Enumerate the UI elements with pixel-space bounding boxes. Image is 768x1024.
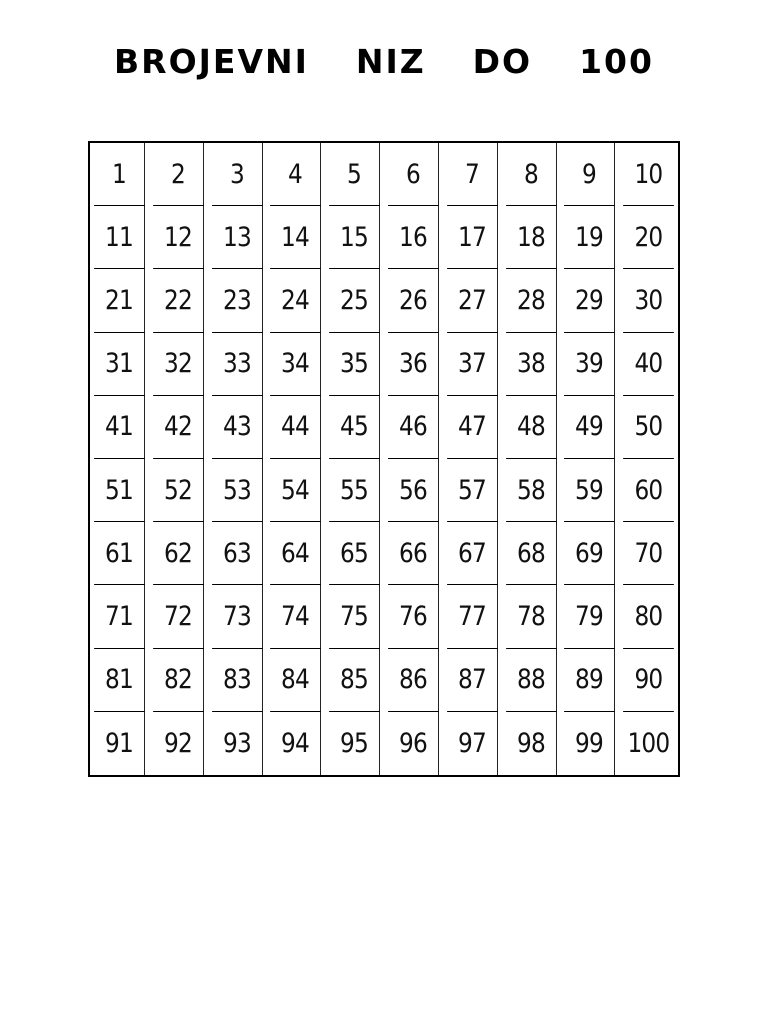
number-cell: 42: [153, 396, 204, 459]
number-cell: 84: [271, 649, 322, 712]
number-cell: 33: [212, 333, 263, 396]
number-cell: 45: [329, 396, 380, 459]
number-cell: 34: [271, 333, 322, 396]
number-cell: 76: [388, 585, 439, 648]
number-cell: 10: [623, 143, 674, 206]
number-cell: 27: [447, 269, 498, 332]
number-cell: 74: [271, 585, 322, 648]
number-cell: 75: [329, 585, 380, 648]
number-cell: 29: [565, 269, 616, 332]
number-cell: 100: [627, 727, 670, 759]
number-cell: 65: [329, 522, 380, 585]
number-cell: 68: [506, 522, 557, 585]
number-cell: 79: [565, 585, 616, 648]
number-cell: 57: [447, 459, 498, 522]
number-cell: 11: [94, 206, 145, 269]
number-cell: 64: [271, 522, 322, 585]
number-cell: 83: [212, 649, 263, 712]
number-cell: 61: [94, 522, 145, 585]
number-cell: 18: [506, 206, 557, 269]
number-cell: 88: [506, 649, 557, 712]
number-cell: 82: [153, 649, 204, 712]
number-cell: 51: [94, 459, 145, 522]
number-cell: 22: [153, 269, 204, 332]
number-cell: 25: [329, 269, 380, 332]
number-cell: 46: [388, 396, 439, 459]
number-cell: 89: [565, 649, 616, 712]
number-cell: 44: [271, 396, 322, 459]
number-cell: 97: [447, 712, 498, 775]
number-cell: 3: [212, 143, 263, 206]
number-cell: 92: [153, 712, 204, 775]
number-cell: 81: [94, 649, 145, 712]
number-cell: 5: [329, 143, 380, 206]
number-cell: 60: [623, 459, 674, 522]
number-cell: 2: [153, 143, 204, 206]
number-cell: 1: [94, 143, 145, 206]
number-cell: 9: [565, 143, 616, 206]
number-cell: 30: [623, 269, 674, 332]
number-cell: 62: [153, 522, 204, 585]
number-cell: 12: [153, 206, 204, 269]
number-cell: 31: [94, 333, 145, 396]
number-cell: 28: [506, 269, 557, 332]
number-cell: 93: [212, 712, 263, 775]
number-cell: 14: [271, 206, 322, 269]
number-cell: 7: [447, 143, 498, 206]
number-cell: 96: [388, 712, 439, 775]
number-cell: 54: [271, 459, 322, 522]
number-cell: 80: [623, 585, 674, 648]
number-cell: 40: [623, 333, 674, 396]
number-cell: 90: [623, 649, 674, 712]
number-cell: 26: [388, 269, 439, 332]
number-cell: 16: [388, 206, 439, 269]
number-cell: 37: [447, 333, 498, 396]
number-cell: 98: [506, 712, 557, 775]
number-cell: 13: [212, 206, 263, 269]
number-cell: 24: [271, 269, 322, 332]
number-cell: 71: [94, 585, 145, 648]
number-cell: 6: [388, 143, 439, 206]
number-cell: 67: [447, 522, 498, 585]
number-cell: 38: [506, 333, 557, 396]
number-cell: 55: [329, 459, 380, 522]
number-grid: [88, 141, 680, 777]
number-cell: 43: [212, 396, 263, 459]
number-cell: 23: [212, 269, 263, 332]
number-cell: 66: [388, 522, 439, 585]
number-cell: 4: [271, 143, 322, 206]
number-cell: 95: [329, 712, 380, 775]
number-cell: 70: [623, 522, 674, 585]
number-cell: 99: [565, 712, 616, 775]
number-cell: 78: [506, 585, 557, 648]
number-cell: 21: [94, 269, 145, 332]
number-cell: 85: [329, 649, 380, 712]
number-cell: 15: [329, 206, 380, 269]
number-cell: 17: [447, 206, 498, 269]
number-cell: 8: [506, 143, 557, 206]
number-cell: 49: [565, 396, 616, 459]
number-cell: 39: [565, 333, 616, 396]
number-cell: 48: [506, 396, 557, 459]
number-cell: 56: [388, 459, 439, 522]
page-title: BROJEVNI NIZ DO 100: [114, 42, 654, 81]
number-cell: 77: [447, 585, 498, 648]
number-cell: 32: [153, 333, 204, 396]
number-cell: 41: [94, 396, 145, 459]
number-cell: 19: [565, 206, 616, 269]
number-cell: 87: [447, 649, 498, 712]
number-cell: 72: [153, 585, 204, 648]
number-cell: 73: [212, 585, 263, 648]
number-cell: 63: [212, 522, 263, 585]
number-cell: 58: [506, 459, 557, 522]
number-cell: 36: [388, 333, 439, 396]
number-cell: 35: [329, 333, 380, 396]
number-cell: 52: [153, 459, 204, 522]
number-cell: 86: [388, 649, 439, 712]
number-cell: 47: [447, 396, 498, 459]
number-cell: 59: [565, 459, 616, 522]
number-cell: 50: [623, 396, 674, 459]
number-cell: 53: [212, 459, 263, 522]
number-cell: 20: [623, 206, 674, 269]
number-cell: 69: [565, 522, 616, 585]
number-cell: 94: [271, 712, 322, 775]
number-cell: 91: [94, 712, 145, 775]
